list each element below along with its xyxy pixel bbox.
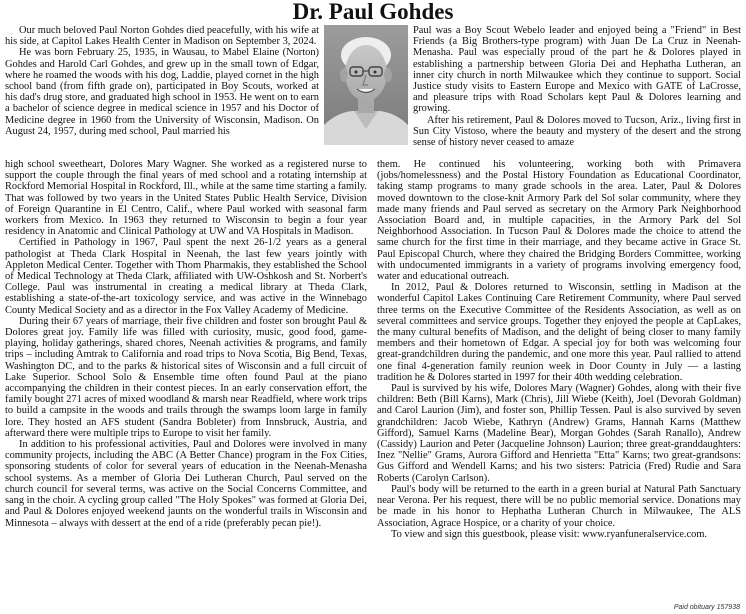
guestbook-link[interactable]: To view and sign this guestbook, please visit: www.ryanfuneralservice.com. xyxy=(391,528,708,540)
paragraph: Paul was a Boy Scout Webelo leader and enjoyed being a "Friend" in Best Friends (a Big Brothers-type program) with Juan De La Cruz in Neenah-Menasha. Paul was especially proud of the part he & Dolores played in establishing a partnership between Gloria Dei and Hephatha Lutheran, an inner city church in north Milwaukee which they continue to support. Social Justice study visits to Eastern Europe and Mexico with GATE of LaCrosse, and pleasure trips with Road Scholars kept Paul & Dolores learning and growing. xyxy=(413,25,741,115)
right-top-column xyxy=(413,25,741,159)
paragraph: Paul's body will be returned to the earth in a green burial at Natural Path Sanctuary near Verona. Per his request, there will be no public memorial service. Donations may be made in his honor to Hephatha Lutheran Church in Milwaukee, The ALS Association, Agrace Hospice, or a charity of your choice. xyxy=(377,483,741,529)
left-top-column xyxy=(5,25,319,159)
paragraph: In addition to his professional activities, Paul and Dolores were involved in many community projects, including the ABC (A Better Chance) program in the Fox Cities, sponsoring students of color for several years of education in the Neenah-Menasha school systems. As a member of Gloria Dei Lutheran Church, Paul served on the church council for several terms, was active on the Social Concerns Committee, and sang in the choir. A cycling group called "The Holy Spokes" was formed at Gloria Dei, and Paul & Dolores enjoyed weekend jaunts on the wonderful trails in Wisconsin and Minnesota – always with dessert at the end of a ride (preferably pecan pie!). xyxy=(5,439,367,529)
paragraph: Paul is survived by his wife, Dolores Mary (Wagner) Gohdes, along with their five children: Beth (Bill Karns), Mark (Chris), Jill Wiebe (Keith), Joel (Devorah Goldman) and Carol Laurion (Jim), and foster son, Phillip Tessen. Paul is also survived by seven grandchildren: Jacob Wiebe, Kathryn (Andrew) Grams, Hannah Karns (Matthew Gifford), Samuel Karns (Madeline Bear), Morgan Gohdes (Sarah Ranallo), Andrew (Cassidy) Laurion and Peter (Jacqueline Johnson) Laurion; three great-granddaughters: Inez "Nellie" Grams, Aurora Gifford and Henrietta "Etta" Karns; two great-grandsons: Gus Gifford and Wendell Karns; and his two sisters: Patricia (Fred) Rudie and Sara Roberts (Carolyn Carlson). xyxy=(377,383,741,484)
paragraph: In 2012, Paul & Dolores returned to Wisconsin, settling in Madison at the wonderful Capitol Lakes Continuing Care Retirement Community, where Paul served three terms on the Executive Committee of the Residents Association, as well as on several committees and service groups. Together they enjoyed the people at CapLakes, the many cultural benefits of Madison, and the delight of being closer to many family members and their hometown of Edgar. A special joy for both was welcoming four great-grandchildren during the pandemic, and one more this year. Paul rallied to attend one final 4-generation family reunion week in Door County in July — a lasting tradition he & Dolores started in 1997 for their 40th wedding celebration. xyxy=(377,282,741,383)
paragraph: He was born February 25, 1935, in Wausau, to Mabel Elaine (Norton) Gohdes and Harold Carl Gohdes, and grew up in the small town of Edgar, where he roamed the woods with his dog, Laddie, played cornet in the high school band (from fifth grade on), participated in Boy Scouts, worked at his dad's drug store, and graduated high school in 1953. He went on to earn a bachelor of science degree in medical science in 1957 and his Doctor of Medicine degree in 1960 from the University of Wisconsin, Madison. On August 24, 1957, during med school, Paul married his xyxy=(5,47,319,137)
right-main-column xyxy=(377,159,741,607)
paragraph: During their 67 years of marriage, their five children and foster son brought Paul & Dolores great joy. Family life was filled with curiosity, music, good food, game-playing, holiday gatherings, shared chores, Neenah activities & programs, and family trips – including Amtrak to California and road trips to Nova Scotia, Big Bend, Texas, Washington DC, and to the parks & historical sites of Wisconsin and a full circuit of Lake Superior. School Solo & Ensemble time often found Paul at the piano accompanying the children in their contest pieces. In an early conservation effort, the family bought 271 acres of mixed woodland & marsh near Readfield, where work trips to build a campsite in the woods and trails through the swamps loom large in family lore. They hosted an AFS student (Sandra Bobleter) from Innsbruck, Austria, and afterward there were multiple trips to Europe to visit her family. xyxy=(5,315,367,439)
left-main-column xyxy=(5,159,367,607)
paid-obituary-id: Paid obituary 157938 xyxy=(673,604,740,611)
paragraph: After his retirement, Paul & Dolores moved to Tucson, Ariz., living first in Sun City Vistoso, where the beauty and mystery of the desert and the strong sense of history never ceased to amaze xyxy=(413,114,741,149)
page-title: Dr. Paul Gohdes xyxy=(292,0,454,24)
portrait-photo xyxy=(324,25,408,145)
paragraph: high school sweetheart, Dolores Mary Wagner. She worked as a registered nurse to support the couple through the final years of med school and a rotating internship at Rockford Memorial Hospital in Rockford, Ill., while at the same time starting a family. That was followed by two years in the United States Public Health Service, Division of Foreign Quarantine in El Centro, Calif., where Paul worked with seasonal farm workers from Mexico. In 1963 they returned to Wisconsin to begin a four year residency in Anatomic and Clinical Pathology at UW and VA Hospitals in Madison. xyxy=(5,159,367,238)
paragraph: them. He continued his volunteering, working both with Primavera (jobs/homelessness) and the Postal History Foundation as Educational Coordinator, taking stamp programs to many grade schools in the area. Later, Paul & Dolores moved downtown to the close-knit Armory Park del Sol solar community, where they made many friends and Paul served as secretary on the Armory Park Neighborhood Association Board and, in multiple capacities, in the Armory Park del Sol Neighborhood Association. In Tucson Paul & Dolores made the choice to attend the same church for the first time in their marriage, and they became active in Grace St. Paul Episcopal Church, where they chaired the Bridging Borders Committee, working with undocumented immigrants in a variety of programs involving emergency food, water and educational outreach. xyxy=(377,159,741,283)
paragraph: Certified in Pathology in 1967, Paul spent the next 26-1/2 years as a general pathologist at Theda Clark Hospital in Neenah, the last few years jointly with Appleton Medical Center. Together with Thom Pharmakis, they established the School of Medical Technology at Theda Clark, affiliated with UW-Oshkosh and St. Norbert's College. Paul was instrumental in creating a medical library at Theda Clark, establishing a state-of-the-art toxicology service, and was active in the Winnebago County Medical Society and as a director in the Fox Valley Academy of Medicine. xyxy=(5,237,367,316)
paragraph: Our much beloved Paul Norton Gohdes died peacefully, with his wife at his side, at Capitol Lakes Health Center in Madison on September 3, 2024. xyxy=(5,25,319,48)
portrait-image xyxy=(324,25,408,145)
